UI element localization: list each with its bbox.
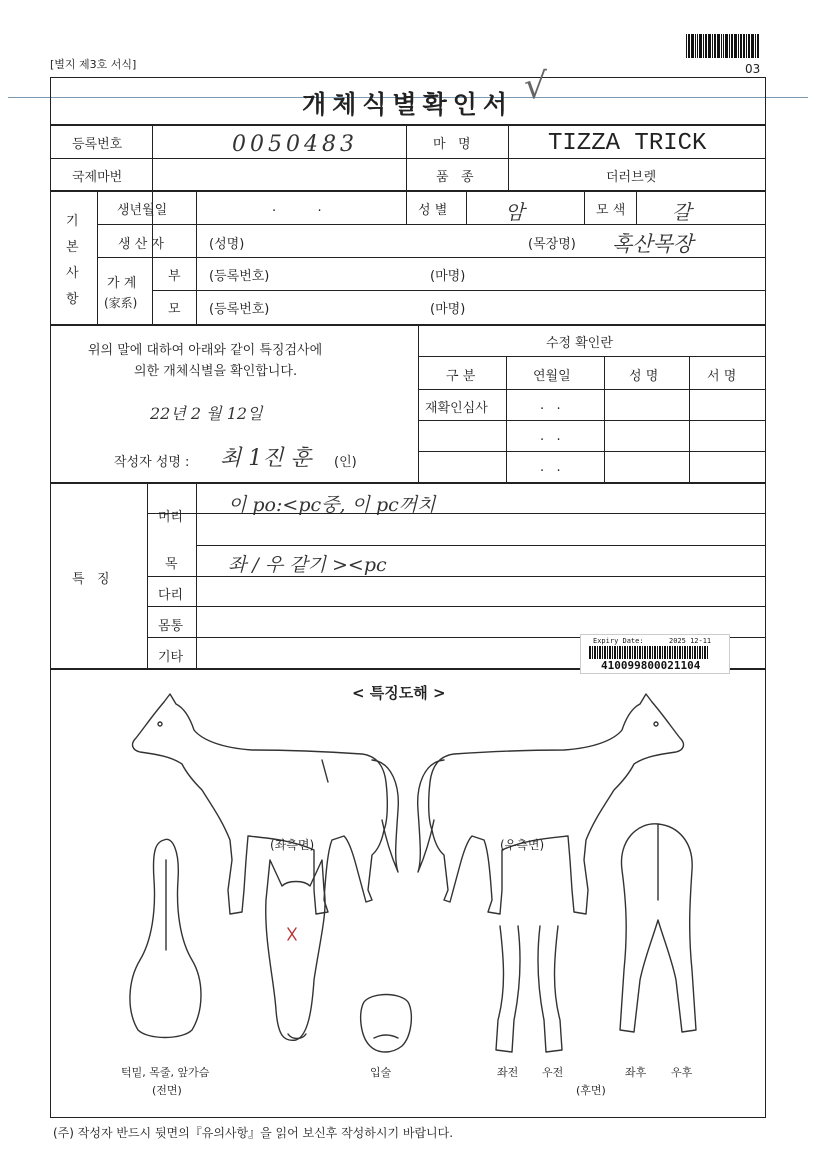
feature-neck-value[interactable]: 좌 / 우 같기 ><pc [228,554,387,576]
author-label: 작성자 성명 : [114,455,190,470]
barcode-bar [703,34,704,58]
barcode-bar [689,646,691,659]
barcode-bar [677,646,678,659]
sticker-barcode [589,646,723,659]
left-side-label: (좌측면) [270,838,315,852]
barcode-bar [617,646,618,659]
rule [584,190,585,224]
rule [50,324,766,326]
barcode-bar [755,34,756,58]
rule [147,606,766,607]
barcode-bar [692,646,693,659]
sire-reg-label: (등록번호) [209,269,270,284]
left-hind-label: 좌후 [625,1066,647,1079]
barcode-bar [634,646,636,659]
rule [50,190,766,192]
breed-label: 품 종 [436,170,474,185]
pedigree-label: 가 계 [107,276,137,291]
barcode-bar [699,34,702,58]
intl-name-label: 국제마번 [72,170,123,185]
confirmation-date[interactable]: 22년 2 월 12일 [150,404,263,423]
revision-row-1-type: 재확인심사 [425,401,488,416]
barcode-bar [721,34,722,58]
barcode-bar [694,646,696,659]
right-side-label: (우측면) [500,838,545,852]
rule [636,190,637,224]
barcode-bar [682,646,683,659]
rule [406,124,407,190]
barcode-bar [644,646,646,659]
barcode-sticker [580,634,730,674]
birthdate-value[interactable]: . . [272,200,322,215]
barcode-bar [679,646,681,659]
rule [196,190,197,324]
rule [418,420,766,421]
rule [196,545,766,546]
barcode-bar [609,646,611,659]
expiry-label: Expiry Date: [593,637,644,645]
revision-title: 수정 확인란 [546,336,613,351]
barcode-bar [654,646,656,659]
rule [418,356,766,357]
barcode-bar [757,34,759,58]
revision-row-3-date[interactable]: . . [540,460,561,475]
horse-diagram [52,690,764,1090]
barcode-bar [642,646,643,659]
barcode-bar [707,646,708,659]
basic-label-4: 항 [66,292,79,307]
barcode-bar [746,34,747,58]
right-hind-label: 우후 [671,1066,693,1079]
barcode-bar [622,646,623,659]
front-caption: 턱밑, 목줄, 앞가슴 [121,1066,210,1079]
horse-muzzle-icon [361,995,412,1053]
barcode-bar [697,34,699,58]
farm-name-label: (목장명) [528,237,576,252]
author-signature[interactable]: 최 1진 훈 [220,446,312,471]
rule [508,124,509,190]
seal-mark: (인) [334,455,357,470]
muzzle-label: 입술 [370,1066,392,1079]
right-fore-label: 우전 [542,1066,564,1079]
barcode-bar [607,646,608,659]
barcode-bar [667,646,668,659]
rule [418,324,419,482]
sex-label: 성 별 [418,203,448,218]
breeder-label: 생 산 자 [118,237,164,252]
sex-value[interactable]: 암 [505,200,525,224]
barcode-bar [629,646,631,659]
features-label: 특 징 [72,572,110,587]
barcode-bar [699,646,701,659]
document-title: 개체식별확인서 [301,90,514,119]
barcode-bar [619,646,621,659]
barcode-bar [624,646,626,659]
color-value[interactable]: 갈 [672,200,692,224]
barcode-bar [669,646,671,659]
barcode-bar [657,646,658,659]
barcode-bar [691,34,694,58]
rule [196,482,197,668]
color-label: 모 색 [596,203,626,218]
form-barcode [686,34,760,58]
barcode-bar [599,646,601,659]
barcode-bar [674,646,676,659]
barcode-number: 410099800021104 [601,659,701,672]
rule [506,356,507,482]
horse-name-label: 마 명 [433,137,471,152]
page-number: 03 [745,62,761,76]
farm-name-value[interactable]: 혹산목장 [612,232,694,256]
barcode-bar [717,34,720,58]
left-fore-label: 좌전 [497,1066,519,1079]
rule [97,224,766,225]
barcode-bar [647,646,648,659]
dam-label: 모 [168,302,181,317]
footer-note: (주) 작성자 반드시 뒷면의『유의사항』을 읽어 보신후 작성하시기 바랍니다. [53,1126,454,1140]
rule [50,124,766,126]
dam-name-label: (마명) [430,302,466,317]
barcode-bar [672,646,673,659]
feature-legs-label: 다리 [158,588,184,603]
rule [418,389,766,390]
revision-header-sign: 서 명 [707,369,737,384]
barcode-bar [602,646,603,659]
rule [50,482,766,484]
revision-header-date: 연월일 [533,369,571,384]
barcode-bar [637,646,638,659]
barcode-bar [659,646,661,659]
pedigree-hanja: (家系) [104,296,138,310]
barcode-bar [712,34,713,58]
barcode-bar [738,34,739,58]
barcode-bar [604,646,606,659]
barcode-bar [714,34,716,58]
rule [604,356,605,482]
barcode-bar [594,646,596,659]
statement-line-2: 의한 개체식별을 확인합니다. [134,364,298,379]
feature-head-label: 머리 [158,510,184,525]
barcode-bar [708,34,711,58]
barcode-bar [649,646,651,659]
rule [147,482,148,668]
barcode-bar [686,34,687,58]
barcode-bar [652,646,653,659]
revision-row-2-date[interactable]: . . [540,429,561,444]
expiry-date: 2025 12-11 [669,637,712,645]
revision-header-type: 구 분 [446,369,476,384]
barcode-bar [688,34,690,58]
revision-row-1-date[interactable]: . . [540,398,561,413]
horse-front-legs-icon [496,926,562,1052]
horse-rear-view-icon [620,824,696,1032]
barcode-bar [734,34,737,58]
rear-label: (후면) [576,1084,606,1097]
breed-value[interactable]: 더러브렛 [606,170,657,185]
barcode-bar [704,646,706,659]
barcode-bar [731,34,733,58]
horse-front-neck-icon [130,839,201,1037]
barcode-bar [589,646,591,659]
sire-name-label: (마명) [430,269,466,284]
sire-label: 부 [168,269,181,284]
barcode-bar [664,646,666,659]
barcode-bar [632,646,633,659]
barcode-bar [697,646,698,659]
horse-name-value[interactable]: TIZZA TRICK [548,130,707,157]
barcode-bar [695,34,696,58]
barcode-bar [705,34,707,58]
basic-label-2: 본 [66,240,79,255]
barcode-bar [612,646,613,659]
rule [152,290,766,291]
barcode-bar [614,646,616,659]
dam-reg-label: (등록번호) [209,302,270,317]
rule [50,158,766,159]
barcode-bar [687,646,688,659]
barcode-bar [662,646,663,659]
barcode-bar [702,646,703,659]
barcode-bar [723,34,725,58]
barcode-bar [639,646,641,659]
statement-line-1: 위의 말에 대하여 아래와 같이 특징검사에 [88,343,323,358]
diagram-title: < 특징도해 > [352,684,446,702]
feature-neck-label: 목 [165,557,178,572]
feature-body-label: 몸통 [158,619,184,634]
basic-label-1: 기 [66,214,79,229]
barcode-bar [751,34,754,58]
horse-left-side-icon [133,694,399,914]
breeder-name-label: (성명) [209,237,245,252]
reg-no-value[interactable]: 0050483 [232,132,358,157]
barcode-bar [740,34,742,58]
feature-other-label: 기타 [158,650,184,665]
barcode-bar [597,646,598,659]
birthdate-label: 생년월일 [117,203,168,218]
barcode-bar [592,646,593,659]
barcode-bar [729,34,730,58]
feature-head-value[interactable]: 이 po:<pc중, 이 pc꺼치 [228,494,436,516]
title-check-mark: √ [524,66,547,107]
revision-header-name: 성 명 [629,369,659,384]
barcode-bar [725,34,728,58]
barcode-bar [627,646,628,659]
form-label: [별지 제3호 서식] [50,58,137,71]
rule [689,356,690,482]
barcode-bar [684,646,686,659]
front-label: (전면) [152,1084,182,1097]
rule [406,190,407,224]
barcode-bar [748,34,750,58]
basic-label-3: 사 [66,266,79,281]
horse-head-front-icon [266,860,325,1040]
rule [418,451,766,452]
horse-right-side-icon [418,694,684,914]
barcode-bar [743,34,746,58]
rule [152,124,153,190]
rule [466,190,467,224]
reg-no-label: 등록번호 [72,137,123,152]
